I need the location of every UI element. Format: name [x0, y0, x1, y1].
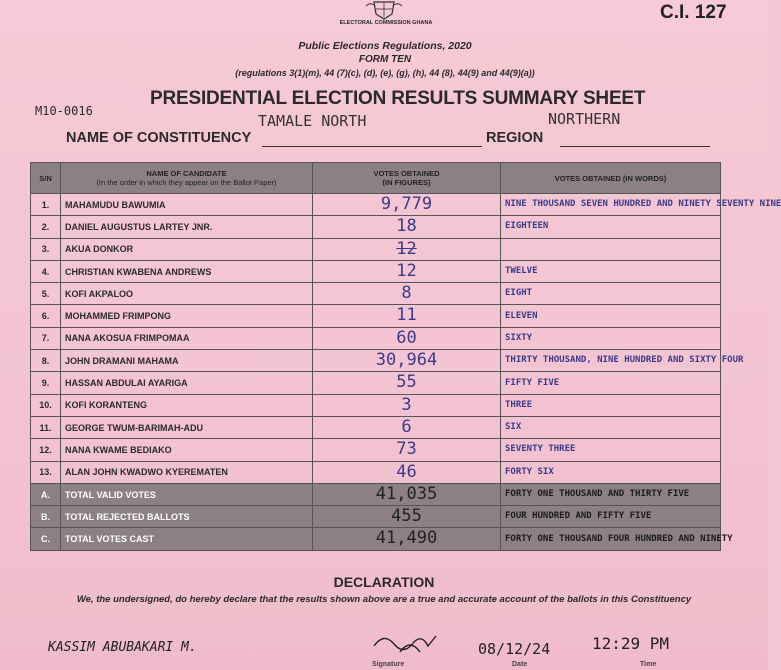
row-figures: [313, 194, 501, 216]
region-line: [560, 146, 710, 147]
table-row: [31, 238, 721, 260]
row-label: TOTAL VOTES CAST: [61, 528, 313, 550]
row-candidate: GEORGE TWUM-BARIMAH-ADU: [61, 416, 313, 438]
header-candidate-sub: (In the order in which they appear on the Ballot Paper): [96, 178, 277, 187]
page-title: PRESIDENTIAL ELECTION RESULTS SUMMARY SHEET: [150, 88, 646, 109]
row-candidate: MOHAMMED FRIMPONG: [61, 305, 313, 327]
row-label: TOTAL VALID VOTES: [61, 483, 313, 505]
row-sn: 9.: [31, 372, 61, 394]
row-figures-value: 55: [396, 372, 417, 393]
row-figures-value: 60: [396, 327, 417, 348]
row-figures: [313, 394, 501, 416]
row-sn: 8.: [31, 350, 61, 372]
header-figures: [313, 163, 501, 194]
declaration-heading: DECLARATION: [333, 574, 435, 590]
declaration-text: We, the undersigned, do hereby declare that the results shown above are a true and accurate account of the ballots in this Constituency: [76, 594, 692, 605]
row-figures: [313, 439, 501, 461]
row-sn: A.: [31, 483, 61, 505]
row-figures-value: 18: [396, 216, 417, 237]
table-row: [31, 461, 721, 483]
row-words: SIX: [501, 416, 721, 438]
row-candidate: NANA KWAME BEDIAKO: [61, 439, 313, 461]
row-figures: [313, 216, 501, 238]
region-value: NORTHERN: [548, 110, 621, 128]
row-figures-value: 30,964: [375, 350, 438, 371]
row-words: EIGHTEEN: [501, 216, 721, 238]
total-cast-row: [31, 528, 721, 550]
form-id: C.I. 127: [660, 2, 727, 23]
table-row: [31, 216, 721, 238]
row-figures: [313, 506, 501, 528]
table-row: [31, 327, 721, 349]
row-sn: C.: [31, 528, 61, 550]
row-words: FORTY SIX: [501, 461, 721, 483]
row-sn: 12.: [31, 439, 61, 461]
row-figures-value: 46: [396, 461, 417, 482]
row-figures: [313, 238, 501, 260]
row-candidate: HASSAN ABDULAI AYARIGA: [61, 372, 313, 394]
row-words: SIXTY: [501, 327, 721, 349]
row-words: SEVENTY THREE: [501, 439, 721, 461]
header-candidate-label: NAME OF CANDIDATE: [146, 169, 227, 178]
header-figures-sub: (IN FIGURES): [382, 178, 431, 187]
signature-mark: [370, 628, 450, 658]
row-figures-value: 8: [401, 283, 412, 304]
row-figures: [313, 461, 501, 483]
signing-date: 08/12/24: [478, 640, 551, 658]
coat-of-arms-emblem: [360, 0, 408, 20]
row-words: TWELVE: [501, 260, 721, 282]
row-figures: [313, 483, 501, 505]
row-figures: [313, 260, 501, 282]
signatory-name: KASSIM ABUBAKARI M.: [48, 640, 197, 655]
row-label: TOTAL REJECTED BALLOTS: [61, 506, 313, 528]
row-figures-value: 455: [391, 506, 422, 527]
table-row: [31, 350, 721, 372]
table-header-row: [31, 163, 721, 194]
row-words: FORTY ONE THOUSAND FOUR HUNDRED AND NINETY: [501, 528, 721, 550]
row-figures: [313, 528, 501, 550]
row-candidate: NANA AKOSUA FRIMPOMAA: [61, 327, 313, 349]
signing-time: 12:29 PM: [592, 634, 670, 653]
header-sn: S/N: [31, 163, 61, 194]
table-row: [31, 372, 721, 394]
row-sn: 7.: [31, 327, 61, 349]
row-figures: [313, 350, 501, 372]
row-sn: 11.: [31, 416, 61, 438]
row-figures-value: 11: [396, 305, 417, 326]
row-words: THREE: [501, 394, 721, 416]
row-figures-value: 12: [396, 238, 417, 259]
row-candidate: KOFI KORANTENG: [61, 394, 313, 416]
header-figures-label: VOTES OBTAINED: [373, 169, 440, 178]
row-figures-value: 6: [401, 416, 412, 437]
row-words: EIGHT: [501, 283, 721, 305]
row-sn: 2.: [31, 216, 61, 238]
table-row: [31, 283, 721, 305]
row-figures-value: 3: [401, 394, 412, 415]
row-words: FOUR HUNDRED AND FIFTY FIVE: [501, 506, 721, 528]
total-valid-row: [31, 483, 721, 505]
regulations-reference: (regulations 3(1)(m), 44 (7)(c), (d), (e), (g), (h), 44 (8), 44(9) and 44(9)(a)): [235, 68, 535, 78]
row-words: [501, 238, 721, 260]
table-row: [31, 194, 721, 216]
row-sn: 10.: [31, 394, 61, 416]
row-sn: 5.: [31, 283, 61, 305]
row-candidate: KOFI AKPALOO: [61, 283, 313, 305]
table-row: [31, 305, 721, 327]
row-candidate: MAHAMUDU BAWUMIA: [61, 194, 313, 216]
row-figures-value: 41,490: [375, 528, 438, 549]
row-sn: 13.: [31, 461, 61, 483]
row-candidate: AKUA DONKOR: [61, 238, 313, 260]
time-caption: Time: [640, 661, 657, 668]
row-candidate: JOHN DRAMANI MAHAMA: [61, 350, 313, 372]
header-words: VOTES OBTAINED (IN WORDS): [501, 163, 721, 194]
table-row: [31, 416, 721, 438]
row-sn: 1.: [31, 194, 61, 216]
row-figures-value: 9,779: [380, 194, 433, 214]
header-candidate: [61, 163, 313, 194]
form-number: FORM TEN: [358, 54, 412, 65]
regulations-title: Public Elections Regulations, 2020: [298, 40, 472, 52]
table-row: [31, 260, 721, 282]
row-words: ELEVEN: [501, 305, 721, 327]
row-words: FORTY ONE THOUSAND AND THIRTY FIVE: [501, 483, 721, 505]
row-figures: [313, 305, 501, 327]
row-figures: [313, 372, 501, 394]
region-label: REGION: [486, 130, 544, 146]
electoral-commission-label: ELECTORAL COMMISSION GHANA: [339, 20, 433, 26]
results-table: [30, 162, 781, 551]
row-candidate: DANIEL AUGUSTUS LARTEY JNR.: [61, 216, 313, 238]
total-rejected-row: [31, 506, 721, 528]
row-figures: [313, 327, 501, 349]
row-candidate: ALAN JOHN KWADWO KYEREMATEN: [61, 461, 313, 483]
row-figures-value: 41,035: [375, 483, 438, 504]
constituency-line: [262, 146, 482, 147]
row-sn: 4.: [31, 260, 61, 282]
signature-caption: Signature: [372, 661, 405, 668]
row-words: NINE THOUSAND SEVEN HUNDRED AND NINETY SEVENTY NINE: [501, 194, 721, 216]
row-figures-value: 73: [396, 439, 417, 460]
constituency-value: TAMALE NORTH: [258, 112, 367, 130]
table-row: [31, 394, 721, 416]
row-figures: [313, 416, 501, 438]
table-row: [31, 439, 721, 461]
row-figures: [313, 283, 501, 305]
row-sn: B.: [31, 506, 61, 528]
constituency-label: NAME OF CONSTITUENCY: [66, 130, 252, 146]
row-figures-value: 12: [396, 260, 417, 281]
row-words: THIRTY THOUSAND, NINE HUNDRED AND SIXTY FOUR: [501, 350, 721, 372]
serial-number: M10-0016: [35, 104, 93, 118]
row-sn: 6.: [31, 305, 61, 327]
date-caption: Date: [512, 661, 528, 668]
row-candidate: CHRISTIAN KWABENA ANDREWS: [61, 260, 313, 282]
row-sn: 3.: [31, 238, 61, 260]
row-words: FIFTY FIVE: [501, 372, 721, 394]
